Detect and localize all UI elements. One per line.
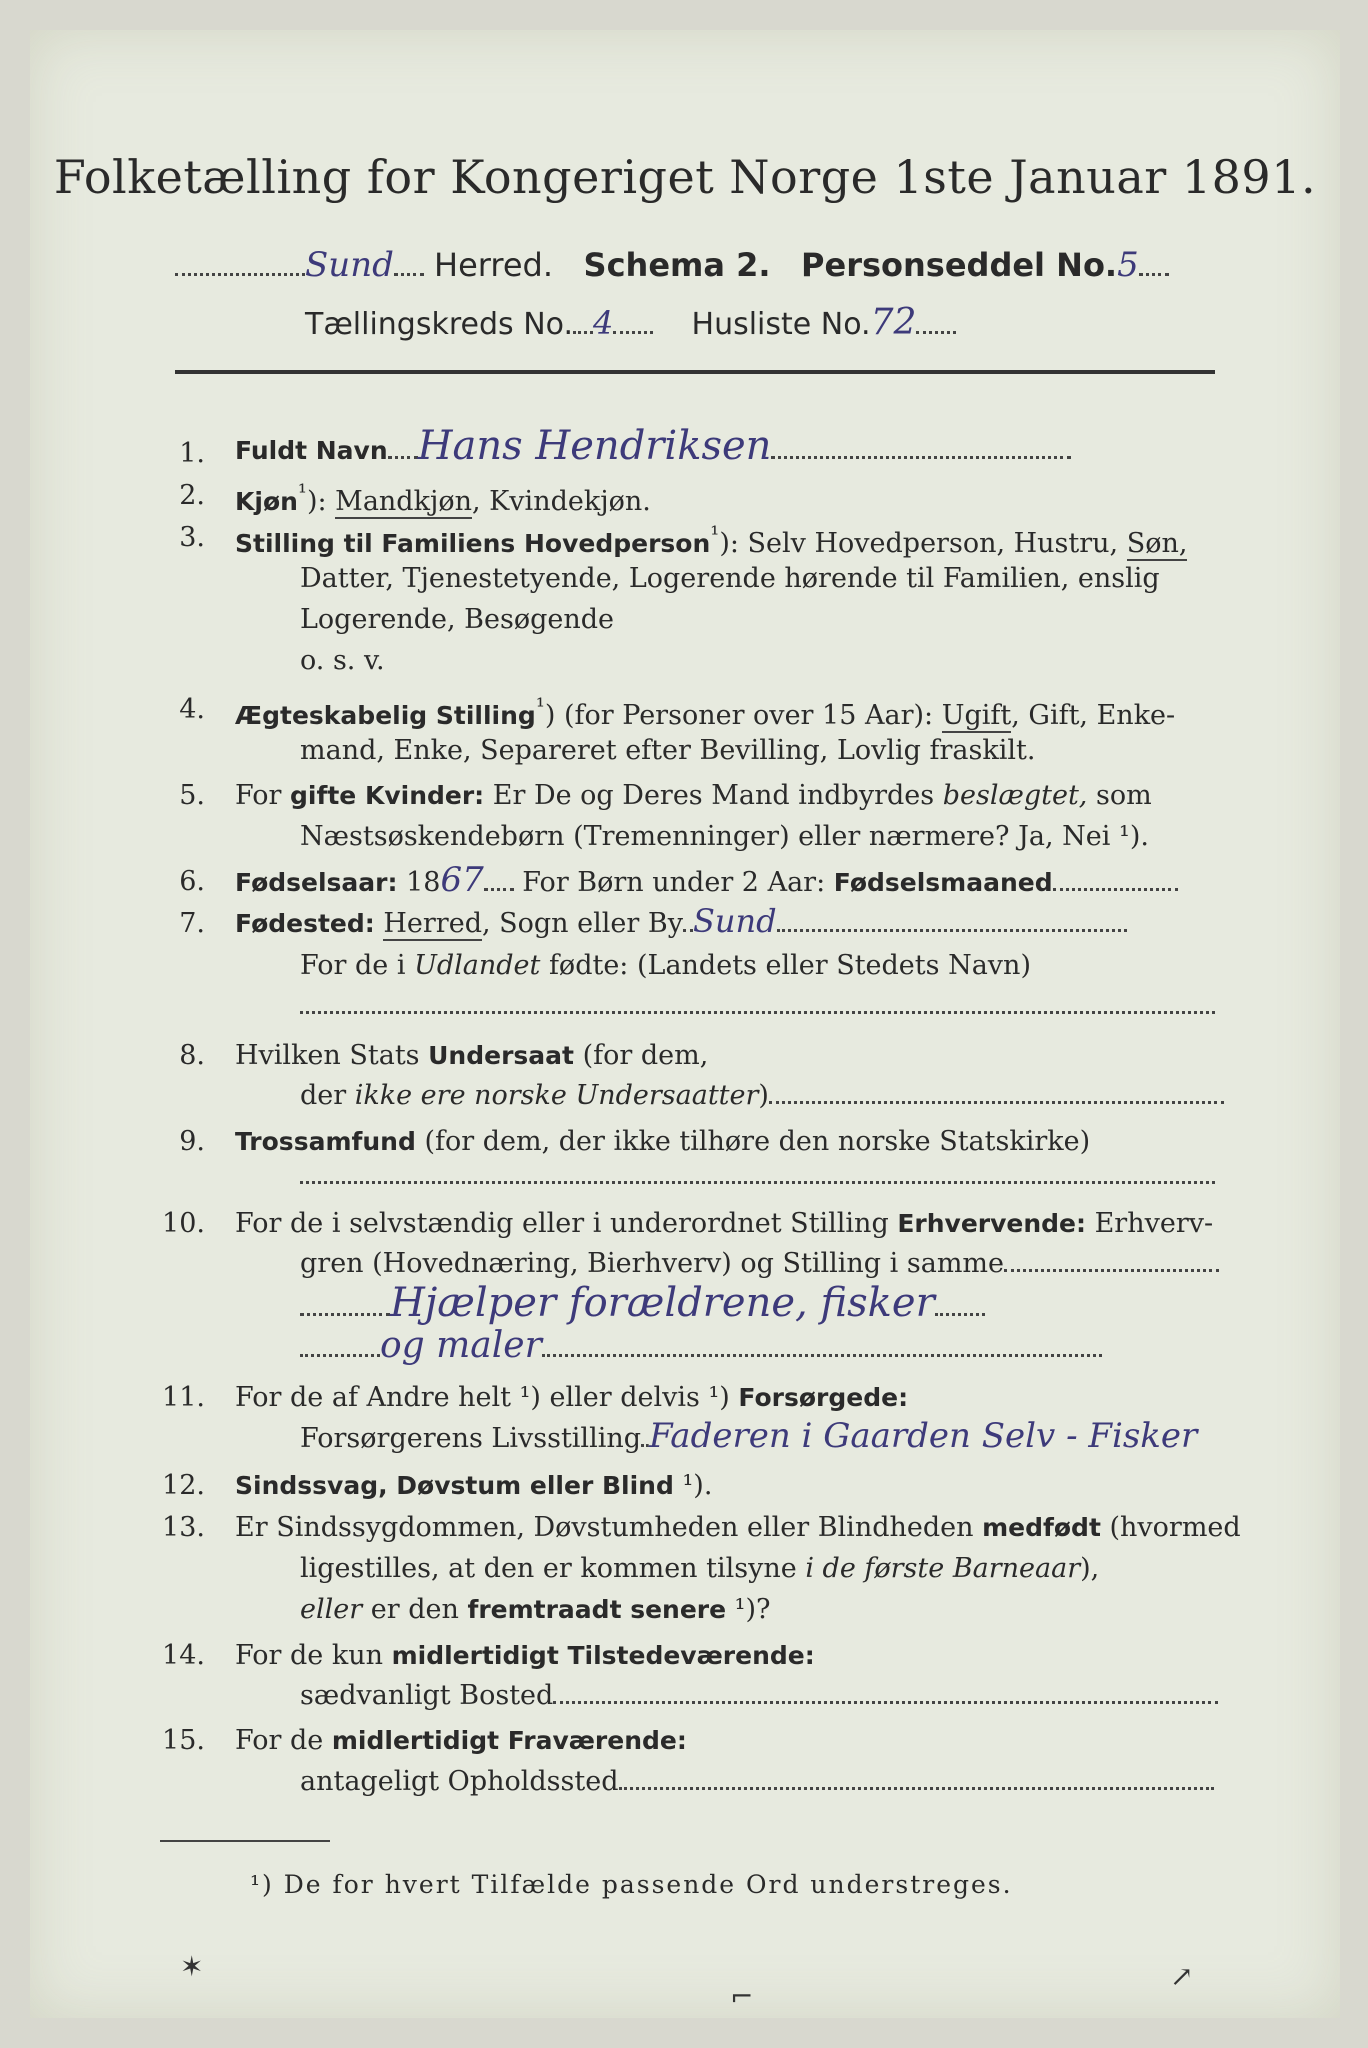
q8-label: Undersaat [428,1041,574,1070]
q10-row-1: For de i selvstændig eller i underordnet Stilling Erhvervende: Erhverv- [235,1208,1214,1239]
q9-dotline [300,1160,1215,1191]
q4-label: Ægteskabelig Stilling [235,701,536,730]
q4-number: 4. [179,694,205,725]
schema-label: Schema 2. [583,246,771,284]
q10-label: Erhvervende: [897,1209,1087,1238]
q5-row-1: For gifte Kvinder: Er De og Deres Mand indbyrdes beslægtet, som [235,780,1152,811]
corner-mark-left: ✶ [180,1950,204,1983]
footnote: ¹) De for hvert Tilfælde passende Ord understreges. [250,1870,1013,1899]
q13-row-3: eller er den fremtraadt senere ¹)? [300,1594,771,1625]
q6-label: Fødselsaar: [235,868,398,897]
corner-mark-right: ↗ [1170,1960,1194,1993]
q11-label: Forsørgede: [738,1383,909,1412]
q3-label: Stilling til Familiens Hovedperson [235,529,711,558]
form-title: Folketælling for Kongeriget Norge 1ste Januar 1891. [53,150,1317,204]
q10-row-4 [300,1325,1102,1366]
q10-number: 10. [162,1208,205,1239]
q12-row: Sindssvag, Døvstum eller Blind ¹). [235,1470,713,1501]
q15-number: 15. [162,1725,205,1756]
q6-number: 6. [179,866,205,897]
q10-row-3 [300,1280,985,1326]
q3-row-4: o. s. v. [300,645,385,676]
q1-label: Fuldt Navn [235,436,388,465]
q12-label: Sindssvag, Døvstum eller Blind [235,1471,674,1500]
q11-value: Faderen i Gaarden Selv - Fisker [649,1416,1198,1456]
q3-row-2: Datter, Tjenestetyende, Logerende hørende til Familien, enslig [300,563,1160,594]
q13-medfodt: medfødt [982,1513,1101,1542]
q5-row-2: Næstsøskendebørn (Tremenninger) eller nærmere? Ja, Nei ¹). [300,821,1149,852]
husliste-value: 72 [870,302,917,343]
q4-row-2: mand, Enke, Separeret efter Bevilling, Lovlig fraskilt. [300,735,1036,766]
q8-row-2: der ikke ere norske Undersaatter) [300,1080,1224,1111]
q3-row-3: Logerende, Besøgende [300,604,614,635]
q1-row [235,423,1071,469]
q14-number: 14. [162,1640,205,1671]
kreds-label: Tællingskreds No. [305,307,573,342]
header-rule [175,370,1215,374]
personseddel-label: Personseddel No. [801,246,1118,284]
q1-number: 1. [179,438,205,469]
q10-value-1: Hjælper forældrene, fisker [390,1280,935,1326]
husliste-label: Husliste No. [691,307,871,342]
census-form [30,30,1340,2018]
header-line-2 [305,302,956,343]
q15-row-2: antageligt Opholdssted [300,1766,1214,1797]
q9-row: Trossamfund (for dem, der ikke tilhøre den norske Statskirke) [235,1126,1091,1157]
header-line-1 [175,245,1169,285]
q8-row-1: Hvilken Stats Undersaat (for dem, [235,1040,709,1071]
q10-row-2: gren (Hovednæring, Bierhverv) og Stilling i samme [300,1248,1219,1279]
q11-row-2: Forsørgerens Livsstilling Faderen i Gaarden Selv - Fisker [300,1416,1198,1456]
q2-mandkjon: Mandkjøn [335,486,472,517]
personseddel-value: 5 [1117,245,1139,285]
q7-dotline [300,990,1215,1021]
q6-value: 67 [440,860,484,900]
q14-row-1: For de kun midlertidigt Tilstedeværende: [235,1640,815,1671]
q5-label: gifte Kvinder: [290,781,485,810]
herred-value: Sund [305,245,394,285]
q15-label: midlertidigt Fraværende: [331,1726,687,1755]
q8-number: 8. [179,1040,205,1071]
q1-value: Hans Hendriksen [417,423,772,469]
q3-son: Søn, [1126,528,1188,559]
q2-number: 2. [179,480,205,511]
q12-number: 12. [162,1470,205,1501]
q14-row-2: sædvanligt Bosted [300,1680,1218,1711]
q3-number: 3. [179,522,205,553]
herred-label: Herred. [434,246,553,284]
q4-row-1: Ægteskabelig Stilling$^{^1}$) (for Personer over 15 Aar): Ugift, Gift, Enke- [235,694,1176,731]
q3-row-1: Stilling til Familiens Hovedperson$^{^1}$): Selv Hovedperson, Hustru, Søn, [235,522,1188,559]
q13-row-2: ligestilles, at den er kommen tilsyne i de første Barneaar), [300,1553,1100,1584]
q9-label: Trossamfund [235,1127,416,1156]
q7-row-1: Fødested: Herred, Sogn eller By Sund [235,902,1127,940]
footnote-rule [160,1840,330,1842]
q11-row-1: For de af Andre helt ¹) eller delvis ¹) Forsørgede: [235,1382,909,1413]
q14-label: midlertidigt Tilstedeværende: [391,1641,815,1670]
q7-row-2: For de i Udlandet fødte: (Landets eller Stedets Navn) [300,950,1031,981]
q13-number: 13. [162,1512,205,1543]
q6-label2: Fødselsmaaned [833,868,1053,897]
q7-number: 7. [179,908,205,939]
q11-number: 11. [162,1382,205,1413]
fold-mark: ⌐ [730,1980,754,2013]
q7-label: Fødested: [235,909,375,938]
q5-number: 5. [179,780,205,811]
q4-ugift: Ugift [941,700,1012,731]
q13-row-1: Er Sindssygdommen, Døvstumheden eller Blindheden medfødt (hvormed [235,1512,1241,1543]
q15-row-1: For de midlertidigt Fraværende: [235,1725,687,1756]
q10-value-2: og maler [380,1325,542,1366]
kreds-value: 4 [593,304,614,342]
q9-number: 9. [179,1126,205,1157]
q7-value: Sund [692,902,777,940]
q2-label: Kjøn [235,487,298,516]
q6-row: Fødselsaar: 1867 For Børn under 2 Aar: Fødselsmaaned [235,860,1178,900]
q2-row: Kjøn$^{^1}$): Mandkjøn, Kvindekjøn. [235,480,651,517]
